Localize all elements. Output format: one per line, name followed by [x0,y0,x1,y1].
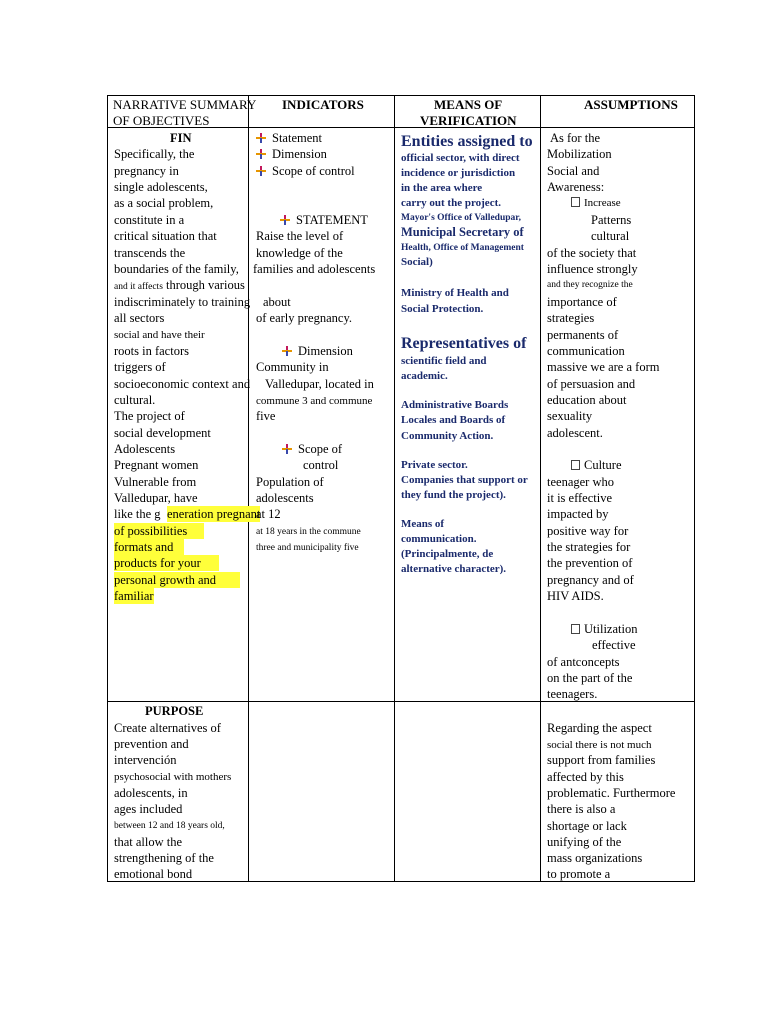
header-assumptions: ASSUMPTIONS [584,97,678,112]
verification-line: Social) [401,256,433,268]
verification-line: Locales and Boards of [401,414,506,426]
verification-line: Health, Office of Management [401,243,524,253]
purpose-line: strengthening of the [114,851,214,865]
assumption-line: it is effective [547,491,613,505]
dimension-heading-label: Dimension [298,344,353,358]
verification-line: Private sector. [401,459,468,471]
fin-line: boundaries of the family, [114,262,239,276]
dimension-line: Community in [256,360,329,374]
fin-line: Pregnant women [114,458,199,472]
indicator-bullet-item [256,130,322,146]
col3-border [394,95,395,882]
purpose-assumption-line: Regarding the aspect [547,721,652,735]
scope-line: Population of [256,475,324,489]
verification-line: academic. [401,370,448,382]
colored-cross-bullet-icon [282,444,292,454]
indicator-bullet-item [256,146,327,162]
verification-line: incidence or jurisdiction [401,167,516,179]
assumption-line: impacted by [547,507,609,521]
assumption-item-label: Culture [584,458,622,472]
purpose-assumption-line: affected by this [547,770,624,784]
fin-line: Specifically, the [114,147,195,161]
purpose-line: intervención [114,753,177,767]
scope-line: at 12 [256,507,281,521]
purpose-assumption-line: support from families [547,753,656,767]
indicator-bullet-label: Dimension [272,147,327,161]
verification-line: Administrative Boards [401,399,509,411]
header-means-line2: VERIFICATION [420,113,517,128]
verification-line: Means of [401,518,445,530]
assumption-line: HIV AIDS. [547,589,604,603]
assumption-line: Awareness: [547,180,605,194]
empty-box-glyph-icon [571,460,580,470]
indicator-bullet-label: Scope of control [272,164,355,178]
assumption-line: communication [547,344,625,358]
empty-box-glyph-icon [571,197,580,207]
assumption-line: importance of [547,295,617,309]
fin-line: pregnancy in [114,164,179,178]
verification-line: (Principalmente, de [401,548,494,560]
assumption-item-label: Utilization [584,622,638,636]
verification-heading-entities: Entities assigned to [401,133,533,150]
fin-line: constitute in a [114,213,185,227]
scope-heading-label: Scope of [298,442,343,456]
assumption-line: As for the [550,131,600,145]
assumption-item [571,457,622,473]
assumption-line: permanents of [547,328,619,342]
colored-cross-bullet-icon [256,166,266,176]
header-indicators: INDICATORS [282,97,364,112]
statement-line: Raise the level of [256,229,344,243]
purpose-assumption-line: unifying of the [547,835,622,849]
purpose-line: emotional bond [114,867,193,881]
verification-line: official sector, with direct [401,152,520,164]
assumption-line: of antconcepts [547,655,620,669]
assumption-line: positive way for [547,524,629,538]
row1-bottom-border [107,701,695,702]
assumption-line: education about [547,393,627,407]
dimension-line: commune 3 and commune [256,395,373,407]
assumption-line: Mobilization [547,147,612,161]
empty-box-glyph-icon [571,624,580,634]
fin-line: The project of [114,409,185,423]
col2-border [248,95,249,882]
colored-cross-bullet-icon [282,346,292,356]
colored-cross-bullet-icon [256,149,266,159]
fin-highlighted-line: formats and [114,539,184,555]
fin-line: socioeconomic context and [114,377,251,391]
table-right-border [694,95,695,882]
assumption-item-label: Increase [584,197,621,209]
colored-cross-bullet-icon [256,133,266,143]
purpose-line: between 12 and 18 years old, [114,821,225,831]
assumption-item [571,195,621,211]
assumption-line: the strategies for [547,540,631,554]
fin-line: indiscriminately to training [114,295,251,309]
scope-line: three and municipality five [256,543,359,553]
purpose-line: adolescents, in [114,786,188,800]
purpose-line: ages included [114,802,183,816]
assumption-line: adolescent. [547,426,603,440]
fin-line: like the g [114,507,161,521]
fin-line: through various [166,278,245,292]
table-left-border [107,95,108,882]
assumption-item-line: effective [592,638,636,652]
fin-line: Adolescents [114,442,176,456]
scope-heading [282,441,342,457]
fin-line: single adolescents, [114,180,208,194]
statement-line: of early pregnancy. [256,311,353,325]
assumption-line: sexuality [547,409,593,423]
assumption-line: of the society that [547,246,637,260]
verification-line: Social Protection. [401,303,484,315]
verification-line: Municipal Secretary of [401,225,524,239]
verification-line: in the area where [401,182,483,194]
verification-line: Companies that support or [401,474,528,486]
purpose-line: that allow the [114,835,183,849]
fin-highlighted-line: personal growth and [114,572,240,588]
verification-line: scientific field and [401,355,487,367]
statement-line: about [263,295,291,309]
verification-line: Mayor's Office of Valledupar, [401,213,521,223]
scope-line: adolescents [256,491,314,505]
fin-line: and it affects [114,282,163,292]
assumption-line: of persuasion and [547,377,636,391]
statement-heading-label: STATEMENT [296,213,368,227]
header-narrative-line2: OF OBJECTIVES [113,113,210,128]
assumption-item-line: cultural [591,229,630,243]
header-means-line1: MEANS OF [434,97,503,112]
purpose-line: psychosocial with mothers [114,771,232,783]
scope-line: at 18 years in the commune [256,527,361,537]
fin-line: roots in factors [114,344,189,358]
assumption-line: on the part of the [547,671,633,685]
assumption-line: strategies [547,311,595,325]
assumption-line: the prevention of [547,556,633,570]
assumption-line: pregnancy and of [547,573,634,587]
header-narrative-line1: NARRATIVE SUMMARY [113,97,257,112]
assumption-item [571,621,637,637]
dimension-line: Valledupar, located in [265,377,374,391]
verification-line: communication. [401,533,477,545]
fin-line: transcends the [114,246,186,260]
purpose-line: prevention and [114,737,189,751]
fin-highlighted-line: products for your [114,555,219,571]
dimension-line: five [256,409,276,423]
verification-line: alternative character). [401,563,507,575]
purpose-assumption-line: problematic. Furthermore [547,786,676,800]
fin-line: triggers of [114,360,166,374]
purpose-assumption-line: shortage or lack [547,819,627,833]
verification-heading-representatives: Representatives of [401,335,527,352]
fin-label: FIN [170,131,192,145]
assumption-line: Social and [547,164,600,178]
fin-line: social development [114,426,211,440]
fin-line: Valledupar, have [114,491,198,505]
indicator-bullet-label: Statement [272,131,322,145]
table-top-border [107,95,695,96]
purpose-assumption-line: to promote a [547,867,611,881]
fin-highlighted-line: familiar [114,589,154,603]
statement-line: families and adolescents [253,262,376,276]
colored-cross-bullet-icon [280,215,290,225]
statement-line: knowledge of the [256,246,343,260]
purpose-assumption-line: mass organizations [547,851,643,865]
assumption-line: and they recognize the [547,280,633,290]
assumption-line: influence strongly [547,262,638,276]
statement-heading [280,212,368,228]
fin-highlighted-line: of possibilities [114,523,204,539]
assumption-line: teenager who [547,475,614,489]
dimension-heading [282,343,353,359]
verification-line: they fund the project). [401,489,506,501]
fin-line: social and have their [114,329,205,341]
scope-heading-line2: control [303,458,339,472]
verification-line: Community Action. [401,430,494,442]
verification-line: Ministry of Health and [401,287,509,299]
indicator-bullet-item [256,163,355,179]
assumption-line: massive we are a form [547,360,660,374]
fin-line: critical situation that [114,229,217,243]
col4-border [540,95,541,882]
purpose-label: PURPOSE [145,704,204,718]
purpose-line: Create alternatives of [114,721,221,735]
fin-line: Vulnerable from [114,475,197,489]
assumption-line: teenagers. [547,687,598,701]
assumption-item-line: Patterns [591,213,632,227]
fin-highlighted-line: eneration pregnant [167,507,261,521]
fin-line: cultural. [114,393,156,407]
verification-line: carry out the project. [401,197,501,209]
fin-line: as a social problem, [114,196,214,210]
fin-line: all sectors [114,311,165,325]
purpose-assumption-line: there is also a [547,802,616,816]
purpose-assumption-line: social there is not much [547,739,652,751]
